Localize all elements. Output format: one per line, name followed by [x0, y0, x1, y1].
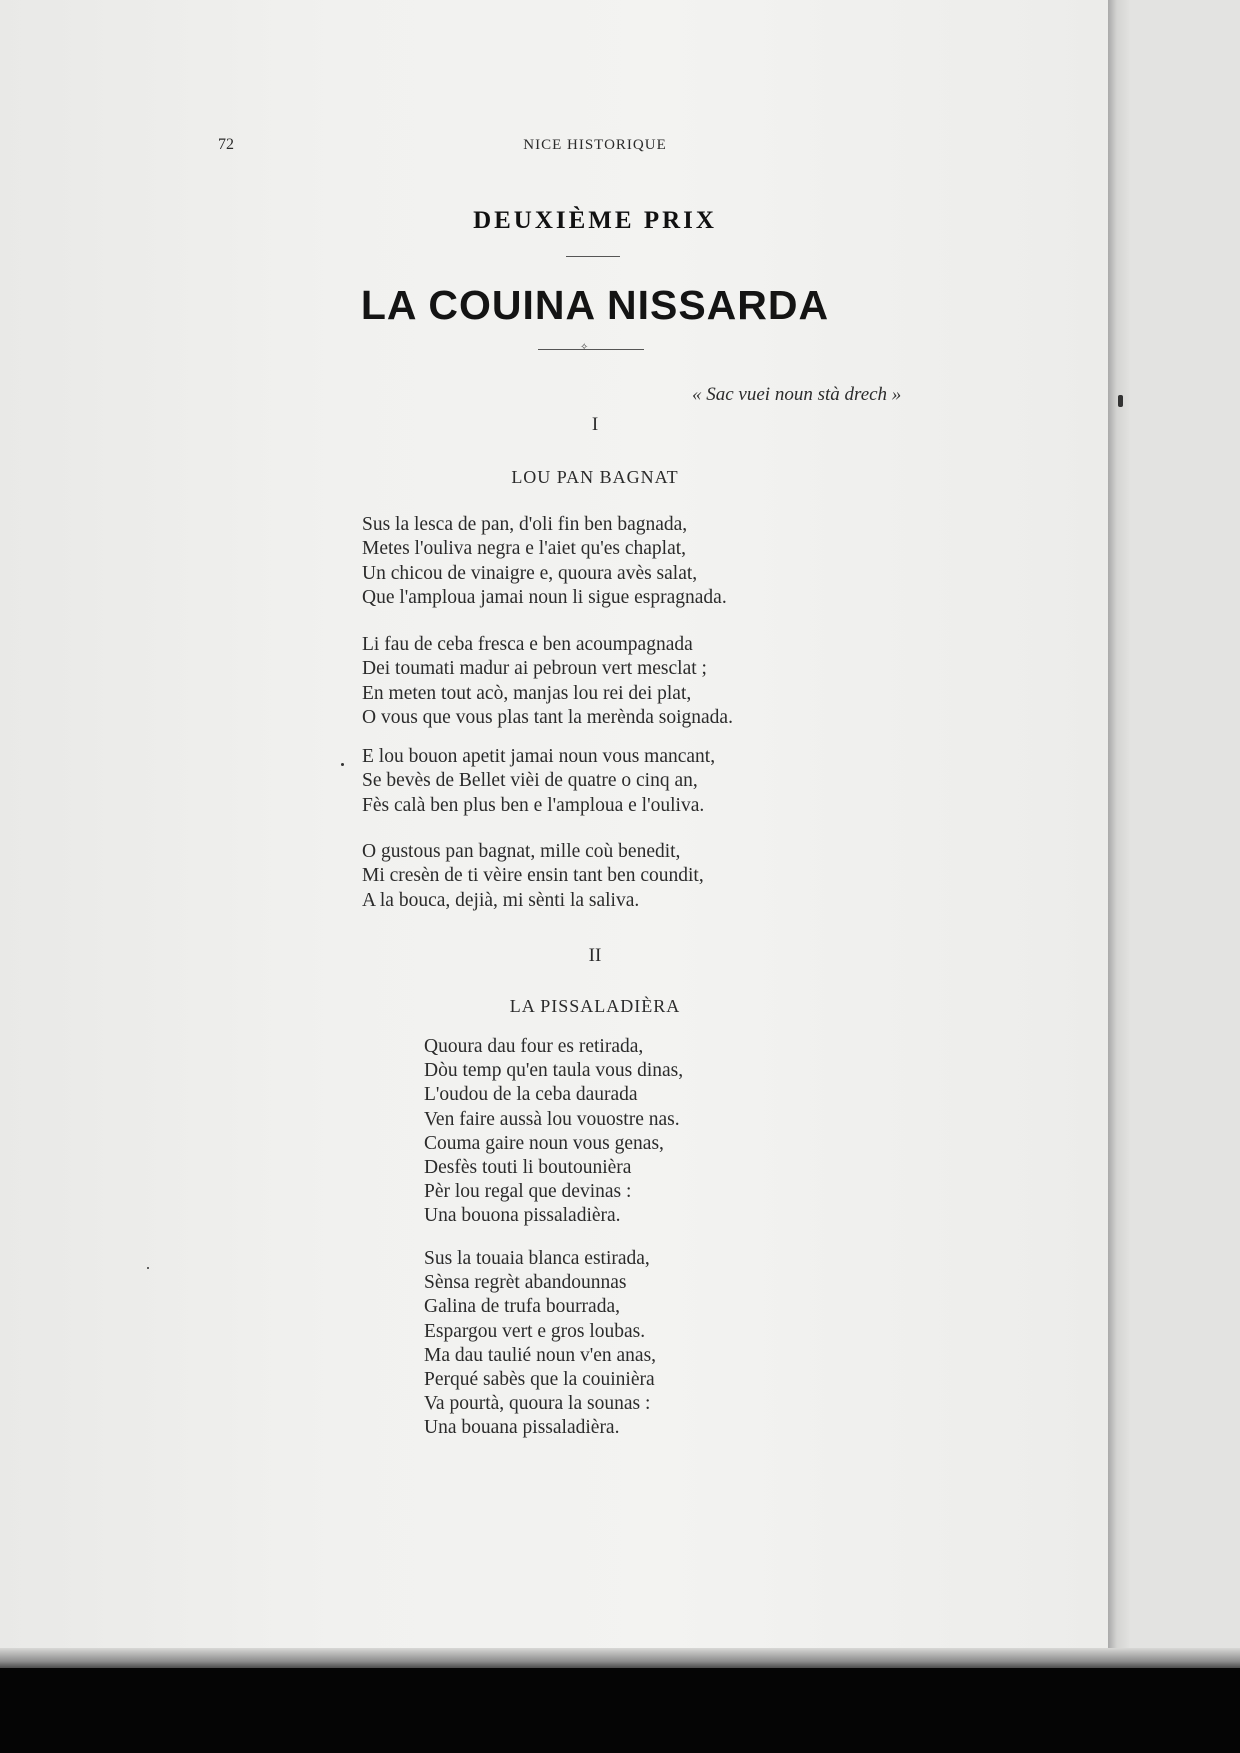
- verse-line: Dei toumati madur ai pebroun vert mesclat ;: [362, 658, 707, 680]
- stanza-2: [362, 633, 733, 730]
- scan-speck: [1118, 395, 1123, 407]
- stanza-3: [362, 745, 715, 818]
- scan-speck: [147, 1267, 149, 1269]
- verse-line: Espargou vert e gros loubas.: [424, 1320, 646, 1342]
- verse-line: Perqué sabès que la couinièra: [424, 1369, 655, 1391]
- verse-line: L'oudou de la ceba daurada: [424, 1084, 638, 1106]
- page-number: 72: [218, 136, 234, 153]
- verse-line: Ma dau taulié noun v'en anas,: [424, 1344, 657, 1366]
- verse-line: Va pourtà, quoura la sounas :: [424, 1393, 651, 1415]
- verse-line: Sus la touaia blanca estirada,: [424, 1248, 650, 1269]
- verse-line: Pèr lou regal que devinas :: [424, 1181, 632, 1203]
- running-head: NICE HISTORIQUE: [523, 137, 667, 153]
- verse-line: O vous que vous plas tant la merènda soignada.: [362, 706, 733, 728]
- ornament-rule: [538, 349, 644, 350]
- verse-line: Una bouona pissaladièra.: [424, 1205, 621, 1227]
- heading-rule: [566, 256, 620, 257]
- scanner-bed: [0, 1668, 1240, 1753]
- scan-speck: [341, 763, 344, 766]
- section-numeral-2: II: [588, 945, 602, 966]
- ornament-mark: ✧: [580, 342, 589, 353]
- verse-line: Galina de trufa bourrada,: [424, 1296, 620, 1318]
- verse-line: Dòu temp qu'en taula vous dinas,: [424, 1060, 684, 1082]
- verse-line: Sènsa regrèt abandounnas: [424, 1272, 627, 1294]
- verse-line: En meten tout acò, manjas lou rei dei plat,: [362, 682, 692, 704]
- stanza-4: [362, 840, 704, 913]
- page-edge: [1108, 0, 1130, 1660]
- verse-line: Que l'amploua jamai noun li sigue espragnada.: [362, 586, 727, 608]
- prize-heading: DEUXIÈME PRIX: [473, 207, 717, 234]
- verse-line: Se bevès de Bellet vièi de quatre o cinq an,: [362, 770, 698, 792]
- epigraph: « Sac vuei noun stà drech »: [692, 384, 902, 405]
- stanza-6: [424, 1247, 656, 1441]
- verse-line: Sus la lesca de pan, d'oli fin ben bagnada,: [362, 514, 688, 535]
- verse-line: Li fau de ceba fresca e ben acoumpagnada: [362, 634, 693, 655]
- stanza-1: [362, 513, 727, 610]
- verse-line: Ven faire aussà lou vouostre nas.: [424, 1108, 680, 1130]
- verse-line: Metes l'ouliva negra e l'aiet qu'es chaplat,: [362, 538, 687, 560]
- section-numeral-1: I: [591, 414, 599, 435]
- section-title-1: LOU PAN BAGNAT: [511, 467, 679, 487]
- verse-line: E lou bouon apetit jamai noun vous mancant,: [362, 746, 716, 767]
- verse-line: Una bouana pissaladièra.: [424, 1417, 620, 1439]
- verse-line: Fès calà ben plus ben e l'amploua e l'ouliva.: [362, 794, 705, 816]
- section-title-2: LA PISSALADIÈRA: [509, 996, 681, 1016]
- verse-line: Mi cresèn de ti vèire ensin tant ben coundit,: [362, 865, 704, 887]
- scanner-background: [1130, 0, 1240, 1660]
- page-bottom-shadow: [0, 1648, 1240, 1670]
- poem-title: LA COUINA NISSARDA: [360, 282, 830, 328]
- verse-line: Desfès touti li boutounièra: [424, 1157, 632, 1179]
- stanza-5: [424, 1035, 683, 1229]
- verse-line: Couma gaire noun vous genas,: [424, 1132, 664, 1154]
- verse-line: Un chicou de vinaigre e, quoura avès salat,: [362, 562, 698, 584]
- verse-line: Quoura dau four es retirada,: [424, 1036, 644, 1057]
- verse-line: A la bouca, dejià, mi sènti la saliva.: [362, 889, 640, 911]
- verse-line: O gustous pan bagnat, mille coù benedit,: [362, 841, 681, 862]
